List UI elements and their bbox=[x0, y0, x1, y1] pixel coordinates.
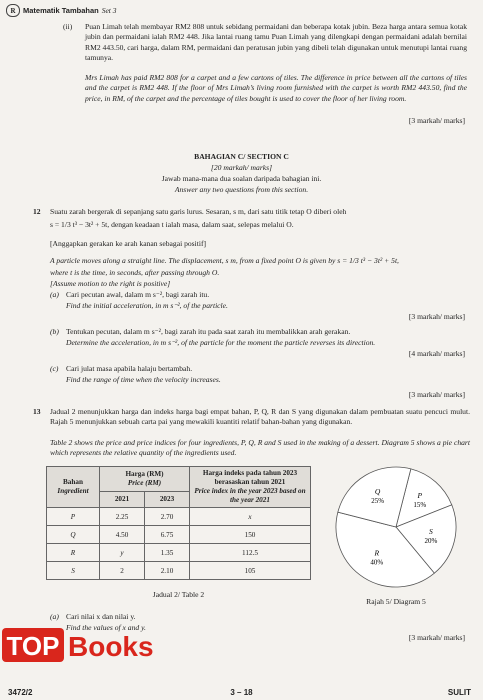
q12c-english: Find the range of time when the velocity increases. bbox=[66, 375, 221, 384]
header-ingredient: Ingredient bbox=[57, 487, 89, 495]
q13a-malay: Cari nilai x dan nilai y. bbox=[66, 612, 136, 621]
q12c-malay: Cari julat masa apabila halaju bertambah. bbox=[66, 364, 193, 373]
watermark-top: TOP bbox=[6, 631, 60, 661]
topbooks-watermark bbox=[2, 624, 172, 666]
section-instruction-english: Answer any two questions from this section. bbox=[174, 185, 309, 194]
price-index-table bbox=[46, 466, 311, 580]
q12b-marks: [4 markah/ marks] bbox=[408, 349, 465, 358]
cell-price-2023: 6.75 bbox=[145, 526, 190, 544]
book-title: Matematik Tambahan bbox=[23, 6, 99, 15]
footer-page: 3 – 18 bbox=[230, 688, 253, 697]
header-year-2023: 2023 bbox=[145, 492, 190, 508]
q12-assume-english: [Assume motion to the right is positive] bbox=[50, 279, 171, 288]
q12a-malay: Cari pecutan awal, dalam m s⁻², bagi zarah itu. bbox=[66, 290, 210, 299]
header-index-malay: Harga indeks pada tahun 2023 berasaskan tahun 2021 bbox=[202, 469, 298, 486]
cell-price-2021: y bbox=[100, 544, 145, 562]
q13-malay: Jadual 2 menunjukkan harga dan indeks harga bagi empat bahan, P, Q, R dan S yang digunakan dalam pembuatan suatu pencuci mulut. Rajah 5 menunjukkan sebuah carta pai yang mewakili kuantiti relatif bahan-bahan yang digunakan. bbox=[50, 407, 470, 427]
cell-price-2023: 1.35 bbox=[145, 544, 190, 562]
q-ii-malay: Puan Limah telah membayar RM2 808 untuk sebidang permaidani dan beberapa kotak jubin. Beza harga antara semua kotak jubin dan permaidani ialah RM2 448. Jika lantai ruang tamu Puan Limah yang dilengkapi dengan permaidani adalah bernilai RM2 443.50, cari harga, dalam RM, permaidani dan peratusan jubin yang dibeli telah digunakan untuk menutupi lantai ruang tamunya. bbox=[85, 22, 467, 62]
q12c-label: (c) bbox=[50, 364, 59, 373]
header-price-malay: Harga (RM) bbox=[125, 470, 164, 478]
q-ii-number: (ii) bbox=[63, 22, 73, 31]
pie-label-p: P bbox=[417, 490, 423, 500]
q12-english-line2: where t is the time, in seconds, after passing through O. bbox=[50, 268, 220, 277]
q12b-english: Determine the acceleration, in m s⁻², of the particle for the moment the particle reverses its direction. bbox=[66, 338, 376, 347]
q13-english: Table 2 shows the price and price indices for four ingredients, P, Q, R and S used in the making of a dessert. Diagram 5 shows a pie chart which represents the relative quantity of the ingredients used. bbox=[50, 438, 470, 458]
q13-number: 13 bbox=[33, 407, 41, 416]
q12a-label: (a) bbox=[50, 290, 59, 299]
table-row bbox=[47, 526, 311, 544]
q12-assume-malay: [Anggapkan gerakan ke arah kanan sebagai positif] bbox=[50, 239, 207, 248]
pie-chart bbox=[326, 464, 466, 594]
cell-ingredient: R bbox=[47, 544, 100, 562]
cell-ingredient: S bbox=[47, 562, 100, 580]
q12a-marks: [3 markah/ marks] bbox=[408, 312, 465, 321]
cell-price-2023: 2.10 bbox=[145, 562, 190, 580]
table-row bbox=[47, 562, 311, 580]
pie-label-q: Q bbox=[374, 487, 381, 497]
q-ii-english: Mrs Limah has paid RM2 808 for a carpet and a few cartons of tiles. The difference in price between all the cartons of tiles and the carpet is RM2 448. If the floor of Mrs Limah’s living room furnished with the carpet is worth RM2 443.50, find the price, in RM, of the carpet and the percentage of tiles bought is used to cover the floor of her living room. bbox=[85, 73, 467, 103]
watermark-books: Books bbox=[68, 631, 154, 662]
cell-ingredient: Q bbox=[47, 526, 100, 544]
table-caption: Jadual 2/ Table 2 bbox=[152, 590, 205, 599]
q13a-label: (a) bbox=[50, 612, 59, 621]
header-year-2021: 2021 bbox=[100, 492, 145, 508]
pie-percent-s: 20% bbox=[424, 536, 438, 545]
table-row bbox=[47, 508, 311, 526]
section-instruction-malay: Jawab mana-mana dua soalan daripada bahagian ini. bbox=[161, 174, 322, 183]
q12b-malay: Tentukan pecutan, dalam m s⁻², bagi zarah itu pada saat zarah itu membalikkan arah gerakan. bbox=[66, 327, 351, 336]
table-row bbox=[47, 544, 311, 562]
q12c-marks: [3 markah/ marks] bbox=[408, 390, 465, 399]
q12b-label: (b) bbox=[50, 327, 59, 336]
pie-label-r: R bbox=[374, 548, 380, 558]
pie-percent-r: 40% bbox=[370, 558, 384, 567]
cell-index: 112.5 bbox=[190, 544, 311, 562]
q12-number: 12 bbox=[33, 207, 41, 216]
q12a-english: Find the initial acceleration, in m s⁻², of the particle. bbox=[66, 301, 228, 310]
q13a-marks: [3 markah/ marks] bbox=[408, 633, 465, 642]
book-set: Set 3 bbox=[101, 6, 117, 15]
q13a-english: Find the values of x and y. bbox=[66, 623, 146, 632]
footer-code: 3472/2 bbox=[8, 688, 33, 697]
cell-price-2023: 2.70 bbox=[145, 508, 190, 526]
cell-index: x bbox=[190, 508, 311, 526]
book-logo: R bbox=[6, 4, 20, 17]
q12-malay-line1: Suatu zarah bergerak di sepanjang satu garis lurus. Sesaran, s m, dari satu titik tetap O diberi oleh bbox=[50, 207, 347, 216]
pie-caption: Rajah 5/ Diagram 5 bbox=[366, 597, 426, 606]
pie-percent-q: 25% bbox=[371, 497, 385, 506]
cell-index: 150 bbox=[190, 526, 311, 544]
cell-ingredient: P bbox=[47, 508, 100, 526]
footer-sulit: SULIT bbox=[447, 688, 471, 697]
table-header-ingredient bbox=[47, 467, 100, 508]
header-bahan: Bahan bbox=[63, 478, 83, 486]
page-header bbox=[6, 4, 117, 17]
table-header-price bbox=[100, 467, 190, 492]
cell-price-2021: 2.25 bbox=[100, 508, 145, 526]
cell-price-2021: 4.50 bbox=[100, 526, 145, 544]
section-title: BAHAGIAN C/ SECTION C bbox=[194, 152, 289, 161]
cell-index: 105 bbox=[190, 562, 311, 580]
header-price-english: Price (RM) bbox=[127, 479, 162, 487]
q12-english-line1: A particle moves along a straight line. The displacement, s m, from a fixed point O is given by s = 1/3 t³ − 3t² + 5t, bbox=[50, 256, 399, 265]
pie-percent-p: 15% bbox=[413, 500, 427, 509]
q-ii-marks: [3 markah/ marks] bbox=[408, 116, 465, 125]
table-header-index bbox=[190, 467, 311, 508]
cell-price-2021: 2 bbox=[100, 562, 145, 580]
pie-label-s: S bbox=[429, 526, 433, 536]
section-marks: [20 markah/ marks] bbox=[210, 163, 273, 172]
header-index-english: Price index in the year 2023 based on the year 2021 bbox=[194, 487, 306, 504]
q12-formula-malay: s = 1/3 t³ − 3t² + 5t, dengan keadaan t ialah masa, dalam saat, selepas melalui O. bbox=[50, 220, 294, 229]
